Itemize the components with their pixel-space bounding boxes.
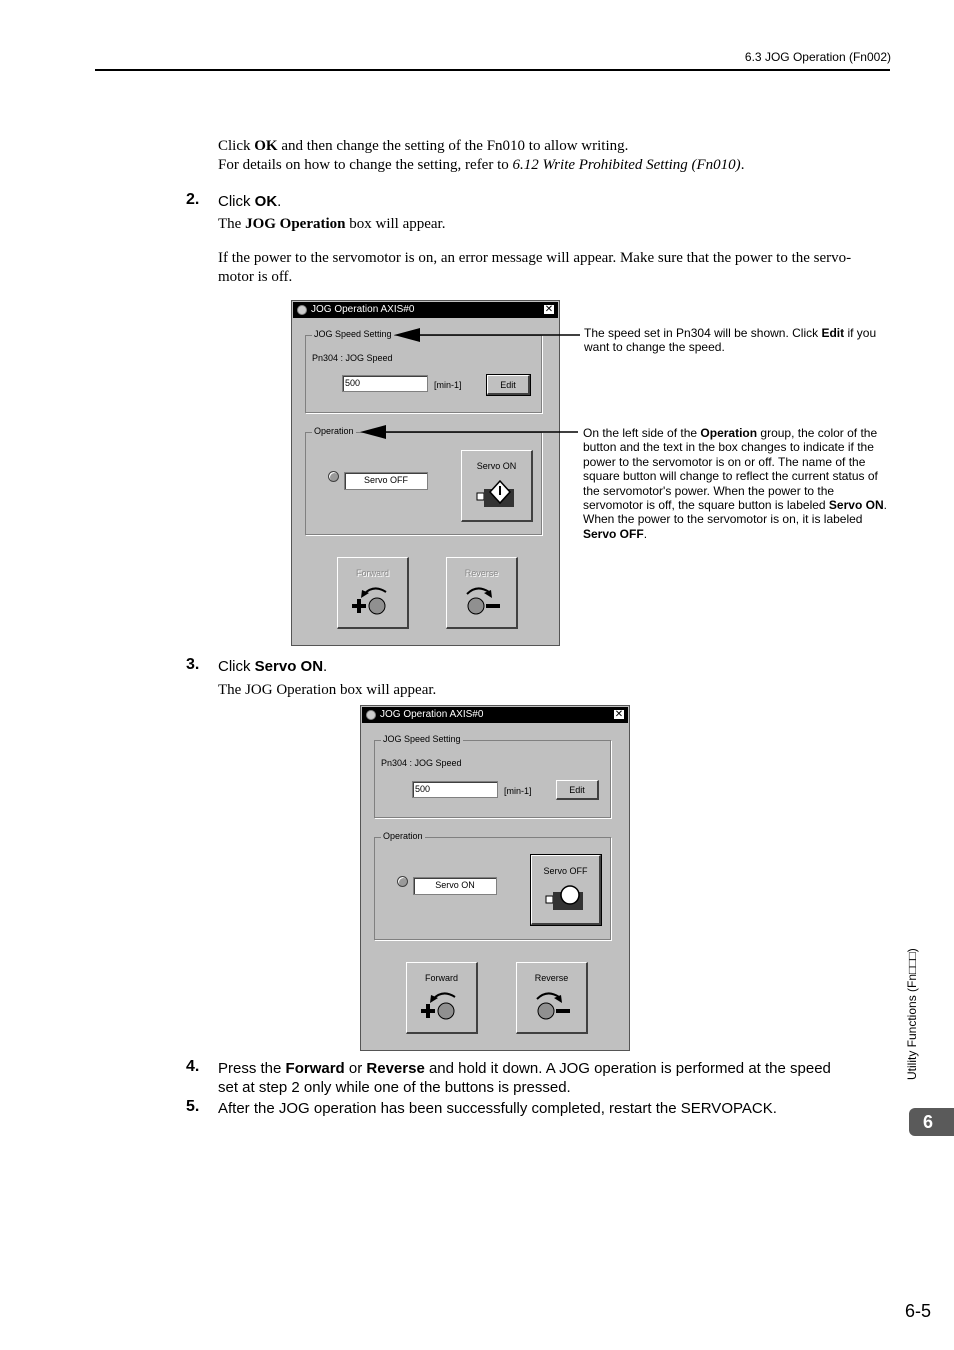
speed-callout-text (584, 326, 884, 355)
jog-operation-dialog-servo-on (360, 705, 630, 1051)
operation-group-label: Operation (383, 831, 423, 841)
intro-text: Click (218, 138, 255, 154)
speed-unit: [min-1] (434, 380, 462, 390)
forward-button[interactable] (406, 962, 478, 1034)
callout-bold: Edit (821, 326, 845, 340)
step-text: . (277, 193, 282, 210)
step-text: or (344, 1060, 367, 1077)
page-number: 6-5 (904, 1301, 931, 1321)
operation-callout-text (583, 426, 889, 541)
callout-text: if you want to change the speed. (584, 326, 877, 355)
step-text: box will appear. (345, 216, 446, 232)
operation-group (305, 426, 542, 535)
operation-group (374, 831, 611, 940)
param-label: Pn304 : JOG Speed (312, 353, 393, 363)
step-2-note-line-1: If the power to the servomotor is on, an error message will appear. Make sure that the power to the servo- (218, 250, 852, 266)
callout-bold: Operation (700, 426, 758, 440)
intro-line-2 (218, 156, 744, 174)
chapter-tab: 6 (909, 1108, 954, 1136)
jog-speed-group (374, 734, 611, 818)
header-rule (95, 69, 890, 71)
jog-speed-group (305, 329, 542, 413)
edit-button[interactable] (556, 780, 599, 800)
step-bold: JOG Operation (245, 216, 346, 232)
step-2-number: 2. (186, 191, 200, 208)
reverse-rotation-icon (459, 584, 509, 620)
servo-status-led (397, 876, 408, 887)
jog-speed-group-label: JOG Speed Setting (383, 734, 461, 744)
app-icon (366, 710, 376, 720)
jog-speed-field[interactable]: 500 (412, 781, 498, 798)
step-3-number: 3. (186, 656, 200, 673)
step-4-number: 4. (186, 1058, 200, 1075)
servo-status-field: Servo OFF (344, 472, 428, 490)
callout-text: . (643, 526, 648, 541)
step-4-instruction-line-2: set at step 2 only while one of the buttons is pressed. (218, 1079, 571, 1096)
reverse-rotation-icon (529, 989, 579, 1025)
jog-speed-group-label: JOG Speed Setting (314, 329, 392, 339)
reverse-button[interactable] (446, 557, 518, 629)
forward-button-label: Forward (355, 568, 389, 578)
forward-button[interactable] (337, 557, 409, 629)
step-bold: Servo ON (254, 658, 324, 675)
step-text: . (323, 658, 328, 675)
jog-operation-dialog-servo-off (291, 300, 560, 646)
servo-off-button[interactable] (531, 855, 601, 925)
step-2-note-line-2: motor is off. (218, 269, 293, 285)
forward-rotation-icon (350, 584, 400, 620)
dialog-titlebar (293, 302, 558, 318)
jog-speed-field[interactable]: 500 (342, 375, 428, 392)
step-4-instruction-line-1 (218, 1059, 831, 1078)
dialog-title: JOG Operation AXIS#0 (311, 304, 415, 315)
forward-button-label: Forward (424, 973, 458, 983)
callout-bold: Servo OFF (583, 526, 644, 541)
reverse-button-label: Reverse (534, 973, 569, 983)
step-text: Click (218, 193, 255, 210)
edit-button-label: Edit (569, 785, 585, 795)
intro-text: and then change the setting of the Fn010 to allow writing. (277, 138, 629, 154)
step-2-result (218, 215, 445, 233)
servo-button-label: Servo ON (476, 461, 517, 471)
step-5-number: 5. (186, 1098, 200, 1115)
callout-text: The speed set in Pn304 will be shown. Click (584, 326, 822, 340)
reverse-button[interactable] (516, 962, 588, 1034)
close-icon[interactable]: ✕ (544, 304, 554, 315)
running-header: 6.3 JOG Operation (Fn002) (744, 50, 891, 64)
step-bold: Reverse (366, 1060, 425, 1077)
intro-ok-bold: OK (254, 138, 278, 154)
intro-text: . (740, 157, 745, 173)
intro-cross-reference: 6.12 Write Prohibited Setting (Fn010) (512, 157, 741, 173)
step-text: and hold it down. A JOG operation is performed at the speed (424, 1060, 831, 1077)
servo-on-button[interactable] (461, 450, 533, 522)
edit-button-label: Edit (500, 380, 516, 390)
step-2-instruction (218, 192, 281, 211)
servo-status-field: Servo ON (413, 877, 497, 895)
step-bold: Forward (285, 1060, 345, 1077)
speed-unit: [min-1] (504, 786, 532, 796)
callout-text: On the left side of the (583, 426, 701, 440)
callout-text: group, the color of the button and the text in the box changes to indicate if the power to the servomotor is on or off. The name of the square button will change to reflect the current status of the servomotor's power. When the power to the servomotor is off, the square button is labeled (583, 426, 878, 513)
dialog-title: JOG Operation AXIS#0 (380, 709, 484, 720)
intro-line-1 (218, 137, 628, 155)
chapter-side-label: Utility Functions (Fn□□□) (905, 948, 919, 1080)
servo-motor-icon (471, 479, 525, 515)
dialog-titlebar (362, 707, 628, 723)
step-bold: OK (254, 193, 278, 210)
param-label: Pn304 : JOG Speed (381, 758, 462, 768)
operation-group-label: Operation (314, 426, 354, 436)
step-text: Click (218, 658, 255, 675)
step-5-instruction: After the JOG operation has been successfully completed, restart the SERVOPACK. (218, 1100, 777, 1117)
servo-motor-icon (540, 882, 594, 918)
step-3-instruction (218, 657, 327, 676)
app-icon (297, 305, 307, 315)
callout-bold: Servo ON (828, 498, 884, 513)
step-text: The (218, 216, 246, 232)
reverse-button-label: Reverse (464, 568, 499, 578)
servo-button-label: Servo OFF (543, 866, 588, 876)
forward-rotation-icon (419, 989, 469, 1025)
close-icon[interactable]: ✕ (614, 709, 624, 720)
intro-text: For details on how to change the setting, refer to (218, 157, 513, 173)
edit-button[interactable] (487, 375, 530, 395)
step-3-result: The JOG Operation box will appear. (218, 682, 437, 698)
servo-status-led (328, 471, 339, 482)
callout-text: . When the power to the servomotor is on, it is labeled (583, 498, 887, 527)
step-text: Press the (218, 1060, 286, 1077)
